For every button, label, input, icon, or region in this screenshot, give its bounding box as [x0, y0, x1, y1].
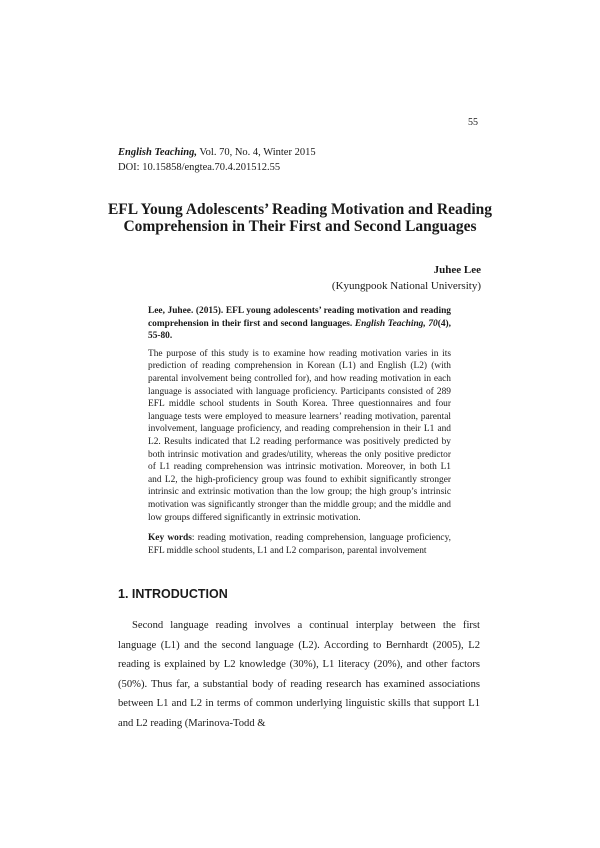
journal-volume: Vol. 70, No. 4, Winter 2015: [196, 147, 316, 158]
citation-text: Lee, Juhee. (2015). EFL young adolescents’ reading motivation and reading comprehension in their first and second languages.: [148, 306, 451, 329]
keywords-list: : reading motivation, reading comprehension, language proficiency, EFL middle school students, L1 and L2 comparison, parental involvement: [148, 533, 452, 556]
paper-title: [100, 201, 500, 235]
journal-citation-line: [118, 145, 316, 160]
keywords: [148, 532, 451, 557]
author-block: [332, 262, 481, 294]
section-heading: 1. INTRODUCTION: [118, 587, 228, 601]
title-line-1: EFL Young Adolescents’ Reading Motivation and Reading: [107, 201, 493, 218]
keywords-label: Key words: [148, 533, 192, 544]
abstract-body: The purpose of this study is to examine how reading motivation varies in its prediction of reading comprehension in Korean (L1) and English (L2) (with parental involvement being controlled for), and how reading motivation in each language is associated with language proficiency. Participants consisted of 289 EFL middle school students in South Korea. Three questionnaires and four language tests were employed to measure learners’ reading motivation, parental involvement, language proficiency, and reading comprehension in their L1 and L2. Results indicated that L2 reading performance was positively predicted by both intrinsic motivation and grades/utility, whereas the only positive predictor of L1 reading comprehension was intrinsic motivation. Moreover, in both L1 and L2, the high-proficiency group was found to exhibit significantly stronger intrinsic and extrinsic motivation than the low group; the high group’s intrinsic motivation was significantly stronger than the middle group; and the middle and low groups differed significantly in extrinsic motivation.: [148, 348, 451, 523]
author-name: Juhee Lee: [433, 264, 481, 276]
citation-pages: (4), 55-80.: [148, 318, 451, 342]
journal-doi: DOI: 10.15858/engtea.70.4.201512.55: [118, 162, 281, 173]
abstract: [148, 305, 451, 557]
intro-paragraph: Second language reading involves a continual interplay between the first language (L1) and the second language (L2). According to Bernhardt (2005), L2 reading is explained by L2 knowledge (30%), L1 literacy (20%), and other factors (50%). Thus far, a substantial body of reading research has examined associations between L1 and L2 in terms of common underlying linguistic skills that support L1 and L2 reading (Marinova-Todd &: [118, 620, 480, 729]
journal-name: English Teaching,: [118, 147, 197, 158]
title-line-2: Comprehension in Their First and Second Languages: [123, 218, 477, 235]
author-affiliation: (Kyungpook National University): [331, 280, 481, 292]
citation-journal: English Teaching, 70: [354, 318, 438, 329]
abstract-citation: [148, 305, 451, 343]
journal-header: [118, 145, 316, 175]
page-number: 55: [468, 117, 478, 128]
